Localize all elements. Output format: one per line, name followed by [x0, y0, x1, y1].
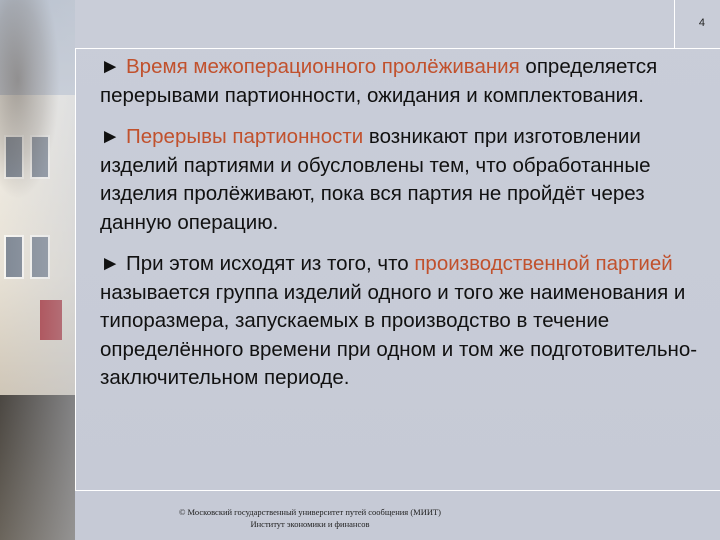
copyright-footer [100, 506, 520, 530]
building-photo [0, 0, 75, 540]
paragraph-text: возникают при изготовлении изделий партиями и обусловлены тем, что обработанные изделия пролёживают, пока вся партия не пройдёт через данную операцию. [100, 125, 651, 234]
slide-panel [75, 0, 720, 540]
paragraph-1 [100, 53, 700, 110]
term-highlight: Перерывы партионности [126, 125, 364, 148]
paragraph-text: называется группа изделий одного и того же наименования и типоразмера, запускаемых в производство в течение определённого времени при одном и том же подготовительно-заключительном периоде. [100, 280, 698, 389]
bullet-icon: ► [100, 125, 121, 148]
footer-line-2: Институт экономики и финансов [250, 519, 370, 529]
page-number-box [674, 0, 720, 49]
term-highlight: производственной партией [414, 252, 673, 275]
bottom-divider [75, 490, 720, 491]
paragraph-3 [100, 250, 700, 393]
bullet-icon: ► [100, 252, 121, 275]
slide-body [100, 53, 700, 406]
footer-line-1: © Московский государственный университет путей сообщения (МИИТ) [178, 507, 442, 517]
photo-tint [0, 0, 75, 540]
top-divider [75, 48, 720, 49]
paragraph-lead: При этом исходят из того, что [126, 252, 415, 275]
bullet-icon: ► [100, 55, 121, 78]
term-highlight: Время межоперационного пролёживания [126, 55, 520, 78]
paragraph-text: определяется перерывами партионности, ожидания и комплектования. [100, 55, 658, 107]
page-number: 4 [698, 17, 705, 29]
left-divider [75, 48, 76, 490]
paragraph-2 [100, 123, 700, 237]
